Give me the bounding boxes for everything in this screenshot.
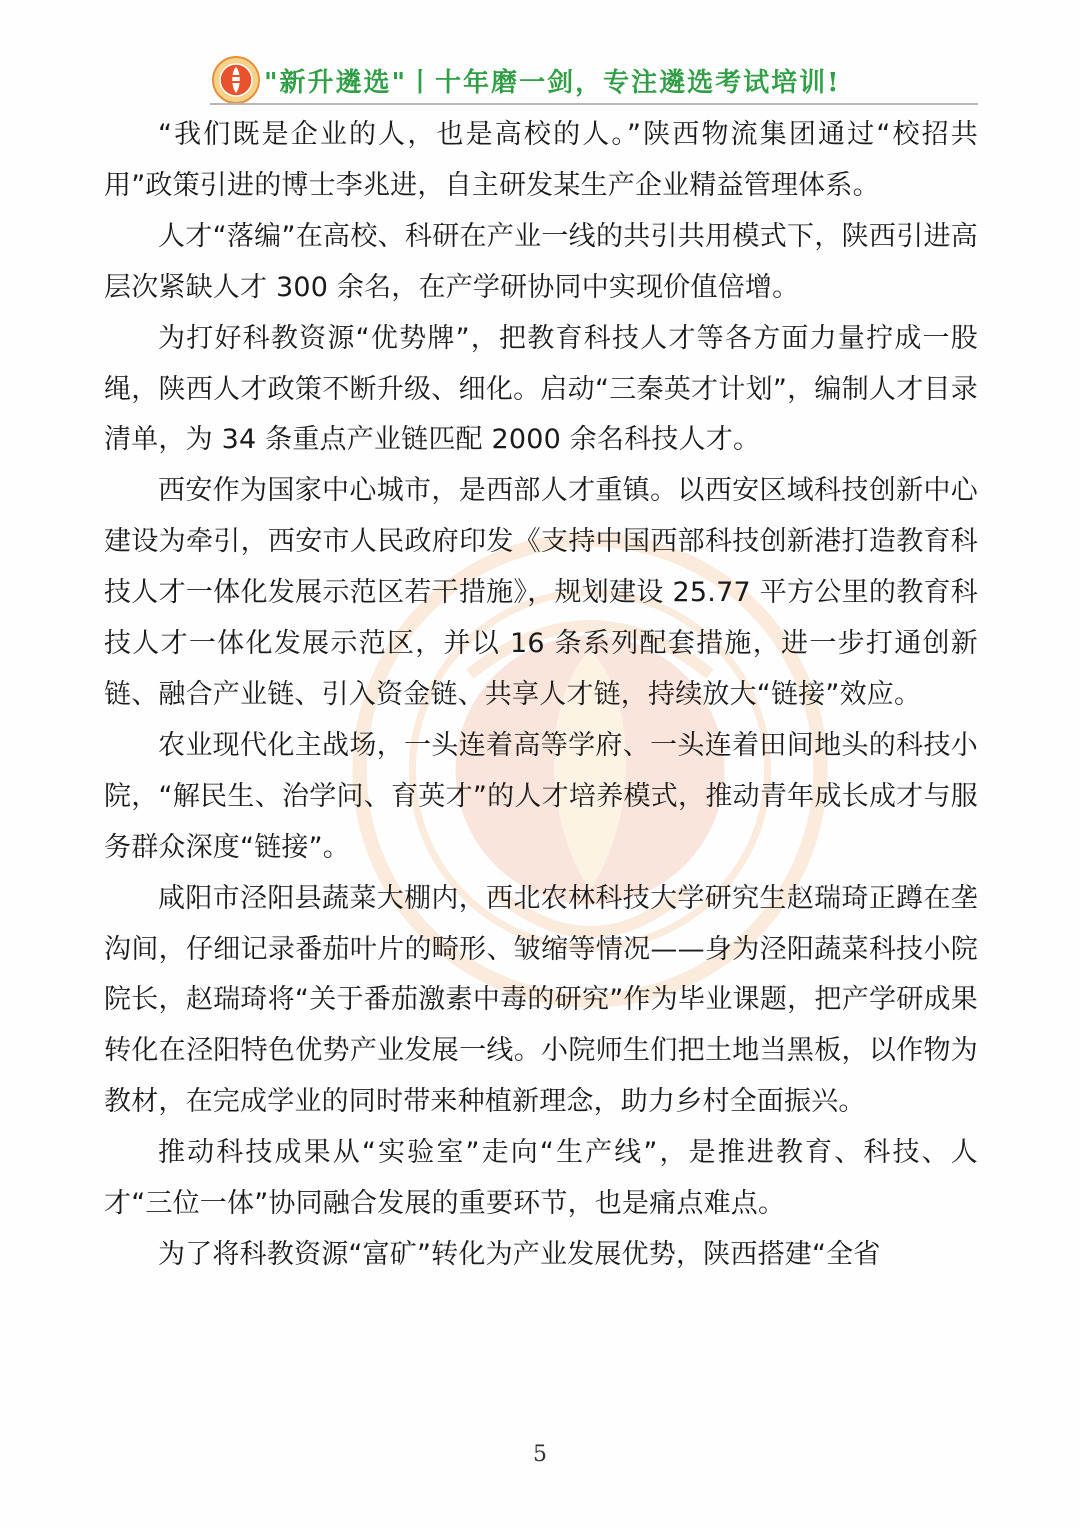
paragraph: “我们既是企业的人，也是高校的人。”陕西物流集团通过“校招共用”政策引进的博士李兆进，自主研发某生产企业精益管理体系。: [104, 119, 978, 201]
paragraph: 为打好科教资源“优势牌”，把教育科技人才等各方面力量拧成一股绳，陕西人才政策不断升级、细化。启动“三秦英才计划”，编制人才目录清单，为 34 条重点产业链匹配 2000 余名科技人才。: [104, 322, 978, 456]
header-slogan: "新升遴选"丨十年磨一剑，专注遴选考试培训!: [264, 67, 841, 98]
paragraph: 为了将科教资源“富矿”转化为产业发展优势，陕西搭建“全省: [158, 1238, 881, 1270]
paragraph: 咸阳市泾阳县蔬菜大棚内，西北农林科技大学研究生赵瑞琦正蹲在垄沟间，仔细记录番茄叶片的畸形、皱缩等情况——身为泾阳蔬菜科技小院院长，赵瑞琦将“关于番茄激素中毒的研究”作为毕业课题，把产学研成果转化在泾阳特色优势产业发展一线。小院师生们把土地当黑板，以作物为教材，在完成学业的同时带来种植新理念，助力乡村全面振兴。: [104, 882, 978, 1118]
paragraph: 西安作为国家中心城市，是西部人才重镇。以西安区域科技创新中心建设为牵引，西安市人民政府印发《支持中国西部科技创新港打造教育科技人才一体化发展示范区若干措施》，规划建设 25.77 平方公里的教育科技人才一体化发展示范区，并以 16 条系列配套措施，进一步打通创新链、融合产业链、引入资金链、共享人才链，持续放大“链接”效应。: [104, 475, 978, 710]
header-divider: [210, 103, 978, 105]
article-body: [104, 110, 978, 1281]
seal-logo-icon: [212, 56, 260, 104]
paragraph: 人才“落编”在高校、科研在产业一线的共引共用模式下，陕西引进高层次紧缺人才 300 余名，在产学研协同中实现价值倍增。: [104, 220, 978, 303]
page-number: 5: [533, 1442, 547, 1467]
paragraph: 农业现代化主战场，一头连着高等学府、一头连着田间地头的科技小院，“解民生、治学问、育英才”的人才培养模式，推动青年成长成才与服务群众深度“链接”。: [104, 729, 978, 863]
paragraph: 推动科技成果从“实验室”走向“生产线”，是推进教育、科技、人才“三位一体”协同融合发展的重要环节，也是痛点难点。: [104, 1137, 978, 1220]
page-header: [212, 56, 841, 104]
